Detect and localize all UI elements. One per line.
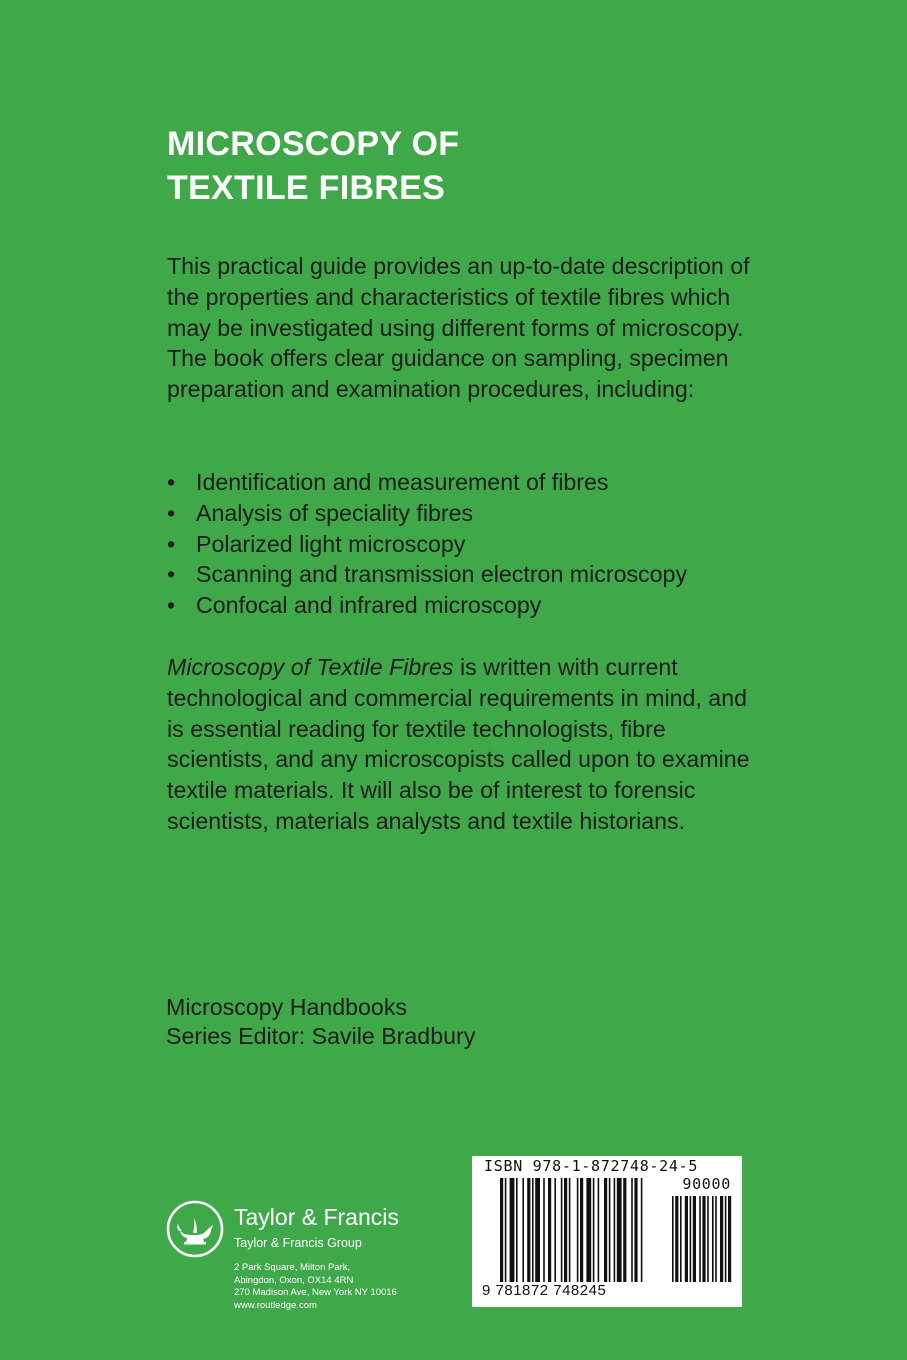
barcode-bar [569, 1178, 571, 1282]
barcode-bar [675, 1196, 678, 1282]
barcode-bar [690, 1196, 692, 1282]
closing-text: is written with current technological and commercial requirements in mind, and is essential reading for textile technologists, fibre scientists, and any microscopists called upon to examine textile materials. It will also be of interest to forensic scientists, materials analysts and textile historians. [167, 654, 750, 834]
barcode-bar [725, 1196, 727, 1282]
list-item [167, 529, 687, 560]
barcode-bar [634, 1178, 637, 1282]
address-line: 2 Park Square, Milton Park, [234, 1262, 351, 1273]
price-code: 90000 [682, 1175, 731, 1193]
series-editor: Series Editor: Savile Bradbury [166, 1023, 476, 1049]
bullet-icon: • [167, 469, 176, 495]
barcode-bar [623, 1178, 626, 1282]
barcode-bar [693, 1196, 696, 1282]
barcode-bar [614, 1178, 616, 1282]
publisher-block [166, 1200, 466, 1310]
barcode-bar [604, 1178, 607, 1282]
barcode-bar [554, 1178, 556, 1282]
publisher-name: Taylor & Francis [234, 1204, 399, 1230]
address-line: Abingdon, Oxon, OX14 4RN [234, 1274, 354, 1286]
barcode-bar [516, 1178, 518, 1282]
barcode-bar [527, 1178, 530, 1282]
title-line-1: MICROSCOPY OF [167, 125, 460, 163]
publisher-group: Taylor & Francis Group [234, 1236, 362, 1250]
barcode-bar [702, 1196, 705, 1282]
barcode-graphic [482, 1178, 734, 1286]
list-item [167, 498, 687, 529]
barcode-bar [561, 1178, 563, 1282]
publisher-website: www.routledge.com [234, 1299, 317, 1311]
barcode-bar [593, 1178, 595, 1282]
barcode-bar [535, 1178, 540, 1282]
barcode-bar [707, 1196, 709, 1282]
barcode-bar [672, 1196, 674, 1282]
barcode-bar [617, 1178, 622, 1282]
book-title [167, 122, 459, 210]
barcode-bar [548, 1178, 551, 1282]
isbn-barcode-label [472, 1156, 742, 1307]
barcode-bar [609, 1178, 611, 1282]
lamp-icon [166, 1200, 224, 1258]
barcode-bar [564, 1178, 567, 1282]
barcode-bar [532, 1178, 534, 1282]
list-item [167, 559, 687, 590]
barcode-bar [510, 1178, 515, 1282]
isbn-number: ISBN 978-1-872748-24-5 [484, 1157, 699, 1175]
barcode-bar [685, 1196, 688, 1282]
barcode-bar [715, 1196, 717, 1282]
barcode-bar [699, 1196, 701, 1282]
series-info [166, 993, 475, 1051]
list-item [167, 590, 687, 621]
title-line-2: TEXTILE FIBRES [167, 169, 446, 207]
barcode-bar [505, 1178, 507, 1282]
address-line: 270 Madison Ave, New York NY 10016 [234, 1287, 397, 1299]
barcode-bar [522, 1178, 524, 1282]
list-item-text: Scanning and transmission electron microscopy [196, 561, 688, 588]
list-item-text: Polarized light microscopy [196, 530, 466, 557]
series-name: Microscopy Handbooks [166, 994, 408, 1020]
list-item-text: Identification and measurement of fibres [196, 469, 609, 495]
closing-paragraph [167, 652, 757, 837]
barcode-bar [631, 1178, 633, 1282]
barcode-bar [500, 1178, 503, 1282]
barcode-bar [580, 1178, 583, 1282]
publisher-address [234, 1262, 397, 1312]
bullet-icon: • [167, 499, 176, 526]
barcode-bar [577, 1178, 579, 1282]
book-title-italic: Microscopy of Textile Fibres [167, 654, 454, 680]
bullet-icon: • [167, 530, 176, 557]
topic-list [167, 467, 687, 621]
barcode-bar [543, 1178, 545, 1282]
intro-paragraph: This practical guide provides an up-to-date description of the properties and characteristics of textile fibres which may be investigated using different forms of microscopy. The book offers clear guidance on sampling, specimen preparation and examination procedures, including: [167, 253, 750, 403]
list-item-text: Confocal and infrared microscopy [196, 592, 542, 619]
ean-digits: 9 781872 748245 [482, 1282, 607, 1299]
barcode-bar [712, 1196, 714, 1282]
list-item-text: Analysis of speciality fibres [196, 499, 474, 526]
barcode-bar [720, 1196, 723, 1282]
barcode-bar [680, 1196, 682, 1282]
bullet-icon: • [167, 561, 176, 588]
list-item [167, 467, 687, 498]
barcode-bar [728, 1196, 731, 1282]
bullet-icon: • [167, 592, 176, 619]
barcode-bar [586, 1178, 591, 1282]
barcode-bar [598, 1178, 600, 1282]
barcode-bar [641, 1178, 643, 1282]
